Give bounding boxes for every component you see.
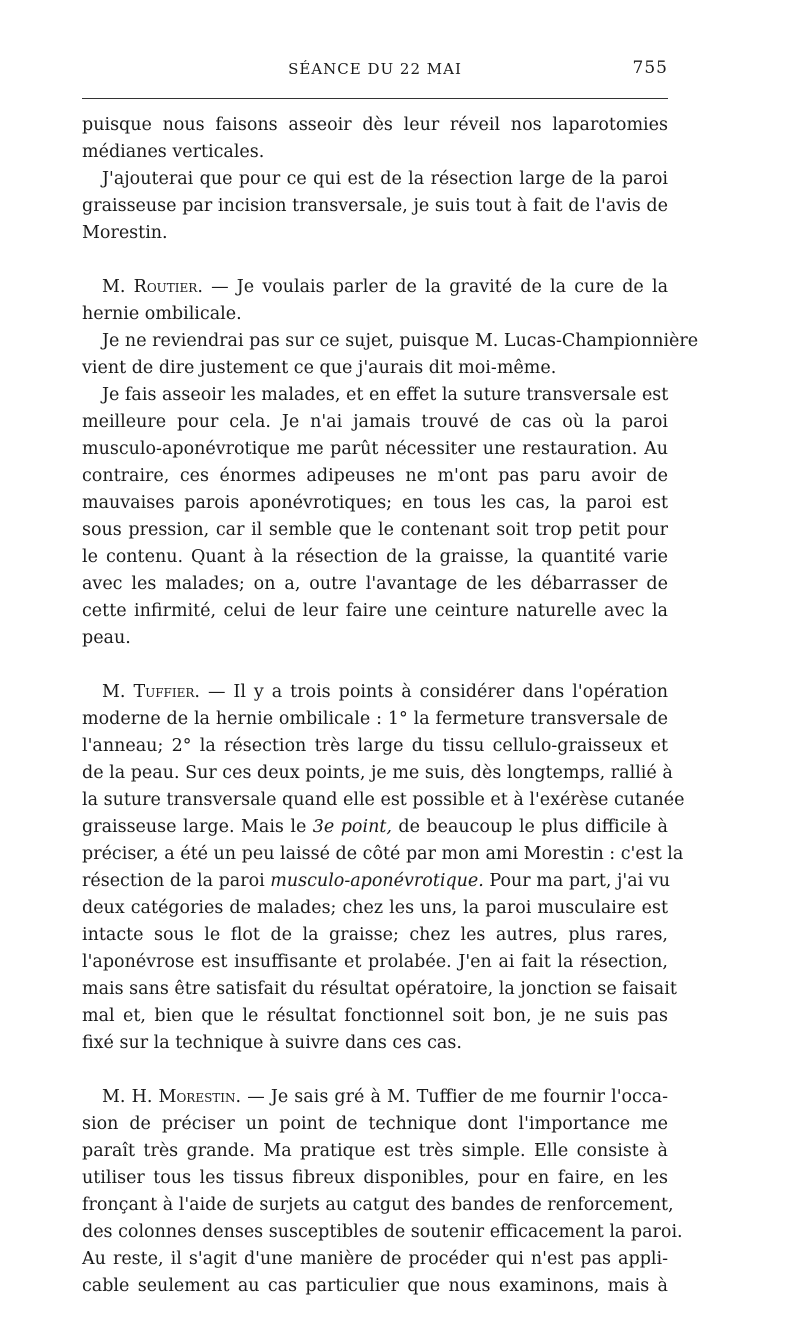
text-line: sion de préciser un point de technique dont l'importance me <box>82 1114 668 1134</box>
text-line: fixé sur la technique à suivre dans ces cas. <box>82 1033 462 1053</box>
text-line: Au reste, il s'agit d'une manière de procéder qui n'est pas appli- <box>82 1249 668 1269</box>
text-line: moderne de la hernie ombilicale : 1° la fermeture transversale de <box>82 709 668 729</box>
header-rule <box>82 98 668 99</box>
running-title: SÉANCE DU 22 MAI <box>288 60 462 78</box>
page-number: 755 <box>632 58 668 78</box>
text-line: utiliser tous les tissus fibreux disponibles, pour en faire, en les <box>82 1168 668 1188</box>
paragraph <box>82 166 668 247</box>
text-line: M. Routier. — Je voulais parler de la gravité de la cure de la <box>102 277 669 297</box>
text-line: médianes verticales. <box>82 142 265 162</box>
text-line: Je fais asseoir les malades, et en effet la suture transversale est <box>102 385 669 405</box>
text-line: graisseuse large. Mais le 3e point, de beaucoup le plus difficile à <box>82 817 668 837</box>
text-line: l'anneau; 2° la résection très large du tissu cellulo-graisseux et <box>82 736 668 756</box>
text-line: vient de dire justement ce que j'aurais dit moi-même. <box>82 358 557 378</box>
text-line: Je ne reviendrai pas sur ce sujet, puisque M. Lucas-Championnière <box>102 331 699 351</box>
paragraph <box>82 112 668 166</box>
paragraph <box>82 679 685 1057</box>
speaker-name: M. Tuffier. <box>102 682 200 702</box>
text-line: avec les malades; on a, outre l'avantage de les débarrasser de <box>82 574 668 594</box>
text-line: intacte sous le flot de la graisse; chez les autres, plus rares, <box>82 925 668 945</box>
text-line: de la peau. Sur ces deux points, je me suis, dès longtemps, rallié à <box>82 763 673 783</box>
text-line: cable seulement au cas particulier que nous examinons, mais à <box>82 1276 668 1296</box>
speaker-name: M. H. Morestin. <box>102 1087 242 1107</box>
text-line: paraît très grande. Ma pratique est très simple. Elle consiste à <box>82 1141 668 1161</box>
text-line: résection de la paroi musculo-aponévrotique. Pour ma part, j'ai vu <box>82 871 670 891</box>
text-line: des colonnes denses susceptibles de soutenir efficacement la paroi. <box>82 1222 683 1242</box>
text-line: mal et, bien que le résultat fonctionnel soit bon, je ne suis pas <box>82 1006 668 1026</box>
paragraph <box>82 274 668 328</box>
speaker-name: M. Routier. <box>102 277 203 297</box>
italic-text: 3e point, <box>312 817 392 837</box>
text-line: puisque nous faisons asseoir dès leur réveil nos laparotomies <box>82 115 668 135</box>
paragraph <box>82 328 699 382</box>
paragraph <box>82 1084 683 1300</box>
paragraph <box>82 382 668 652</box>
text-line: cette infirmité, celui de leur faire une ceinture naturelle avec la <box>82 601 668 621</box>
text-line: l'aponévrose est insuffisante et prolabée. J'en ai fait la résection, <box>82 952 668 972</box>
text-line: préciser, a été un peu laissé de côté par mon ami Morestin : c'est la <box>82 844 684 864</box>
text-line: hernie ombilicale. <box>82 304 242 324</box>
text-line: la suture transversale quand elle est possible et à l'exérèse cutanée <box>82 790 685 810</box>
italic-text: musculo-aponévrotique. <box>270 871 484 891</box>
text-line: le contenu. Quant à la résection de la graisse, la quantité varie <box>82 547 668 567</box>
text-line: meilleure pour cela. Je n'ai jamais trouvé de cas où la paroi <box>82 412 668 432</box>
text-line: graisseuse par incision transversale, je suis tout à fait de l'avis de <box>82 196 668 216</box>
text-line: mais sans être satisfait du résultat opératoire, la jonction se faisait <box>82 979 677 999</box>
text-line: sous pression, car il semble que le contenant soit trop petit pour <box>82 520 668 540</box>
text-line: musculo-aponévrotique me parût nécessiter une restauration. Au <box>82 439 668 459</box>
text-line: Morestin. <box>82 223 168 243</box>
text-line: M. H. Morestin. — Je sais gré à M. Tuffier de me fournir l'occa- <box>102 1087 668 1107</box>
text-line: contraire, ces énormes adipeuses ne m'ont pas paru avoir de <box>82 466 668 486</box>
text-line: M. Tuffier. — Il y a trois points à considérer dans l'opération <box>102 682 668 702</box>
text-line: fronçant à l'aide de surjets au catgut des bandes de renforcement, <box>82 1195 674 1215</box>
text-line: mauvaises parois aponévrotiques; en tous les cas, la paroi est <box>82 493 668 513</box>
text-line: peau. <box>82 628 131 648</box>
text-line: J'ajouterai que pour ce qui est de la résection large de la paroi <box>102 169 668 189</box>
page-header <box>82 58 668 84</box>
body-text <box>82 112 699 1300</box>
text-line: deux catégories de malades; chez les uns, la paroi musculaire est <box>82 898 668 918</box>
